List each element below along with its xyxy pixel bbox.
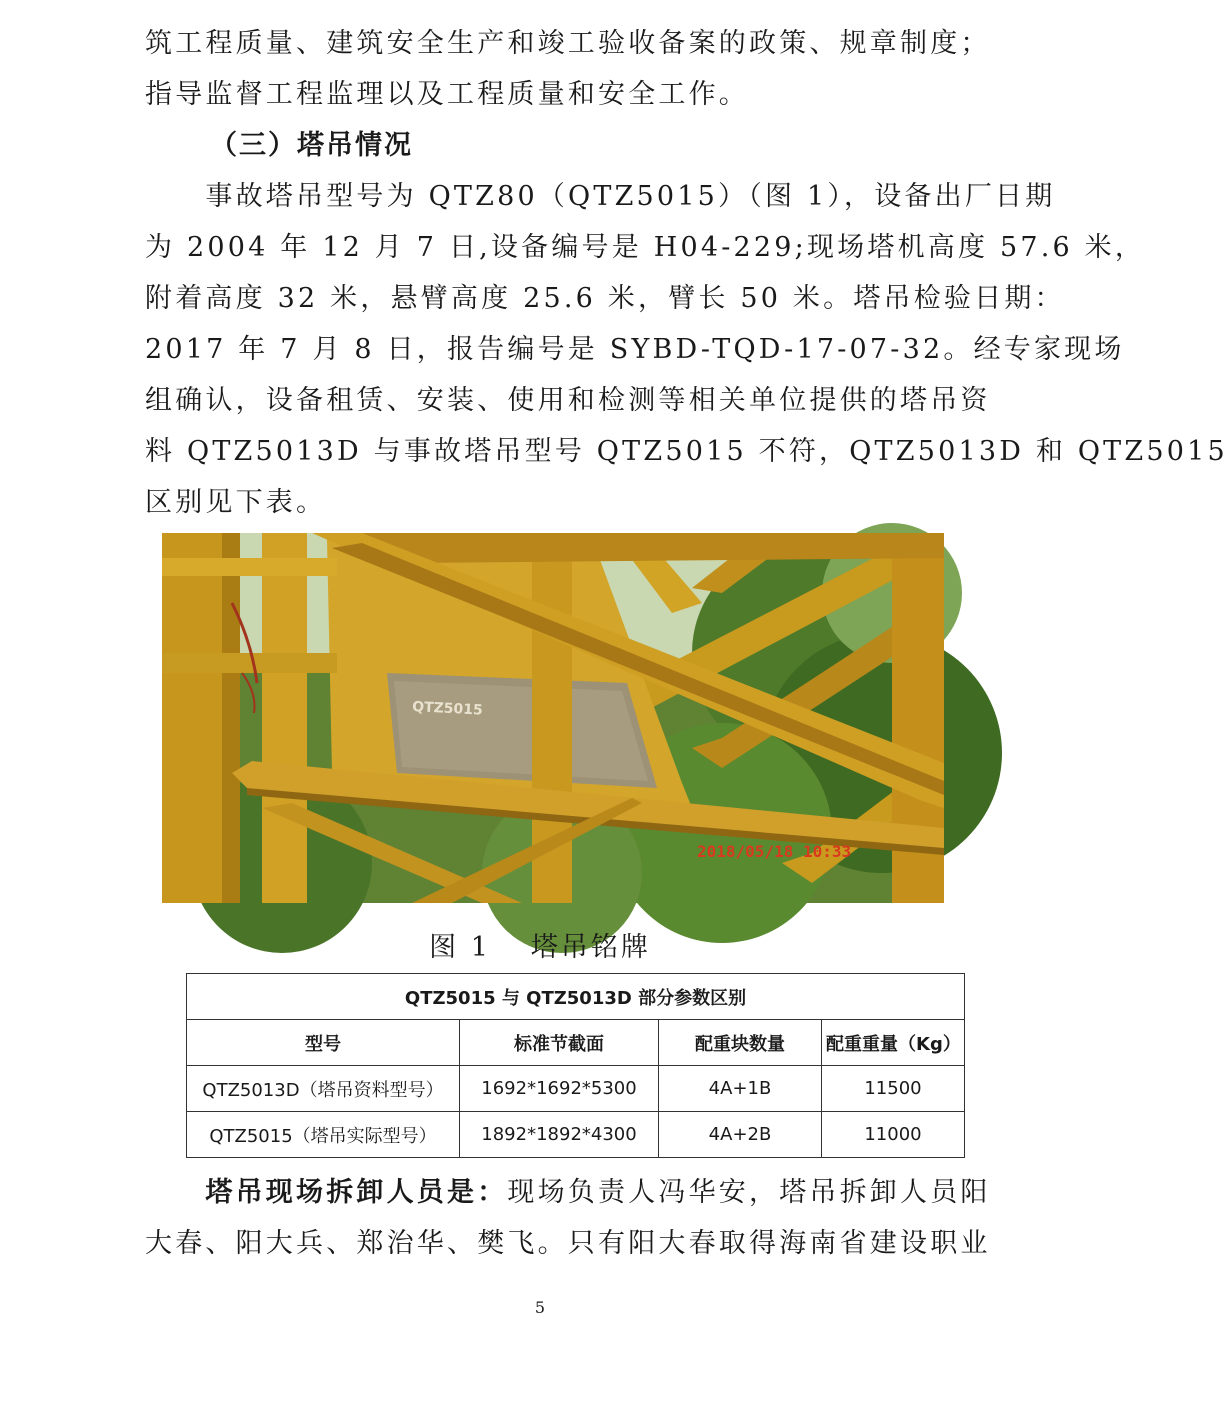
table-cell: 11500 — [822, 1066, 965, 1112]
paragraph-regulations — [145, 18, 991, 120]
figure-caption — [0, 925, 1080, 964]
table-cell: 4A+2B — [659, 1112, 822, 1158]
table-cell: QTZ5013D（塔吊资料型号） — [187, 1066, 460, 1112]
text-line: 事故塔吊型号为 QTZ80（QTZ5015）（图 1），设备出厂日期 — [145, 181, 1056, 212]
text-line — [145, 1167, 991, 1218]
figure-title: 塔吊铭牌 — [530, 932, 651, 963]
paragraph-tower-crane — [145, 171, 1228, 528]
text-line: 区别见下表。 — [145, 487, 327, 518]
section-heading: （三）塔吊情况 — [210, 130, 413, 161]
text-line: 料 QTZ5013D 与事故塔吊型号 QTZ5015 不符，QTZ5013D 和 QTZ5015 — [145, 436, 1228, 467]
table-title-row — [187, 974, 965, 1020]
table-cell: 4A+1B — [659, 1066, 822, 1112]
text-line: 筑工程质量、建筑安全生产和竣工验收备案的政策、规章制度； — [145, 28, 991, 59]
text-line: 指导监督工程监理以及工程质量和安全工作。 — [145, 79, 749, 110]
column-header-counterweight-count: 配重块数量 — [659, 1020, 822, 1066]
staff-rest: 现场负责人冯华安，塔吊拆卸人员阳 — [507, 1177, 991, 1208]
column-header-section: 标准节截面 — [460, 1020, 659, 1066]
paragraph-dismantling-staff — [145, 1167, 991, 1269]
text-line: 组确认，设备租赁、安装、使用和检测等相关单位提供的塔吊资 — [145, 385, 991, 416]
text-line: 大春、阳大兵、郑治华、樊飞。只有阳大春取得海南省建设职业 — [145, 1228, 991, 1259]
crane-nameplate-photo — [162, 533, 944, 903]
table-header-row — [187, 1020, 965, 1066]
figure-number: 图 1 — [429, 932, 491, 963]
table-row — [187, 1066, 965, 1112]
text-line: 2017 年 7 月 8 日，报告编号是 SYBD-TQD-17-07-32。经专家现场 — [145, 334, 1125, 365]
page-number: 5 — [534, 1298, 546, 1317]
parameter-comparison-table — [186, 973, 965, 1158]
table-cell: 1892*1892*4300 — [460, 1112, 659, 1158]
nameplate-text: QTZ5015 — [411, 699, 484, 719]
table-row — [187, 1112, 965, 1158]
text-line: 附着高度 32 米，悬臂高度 25.6 米，臂长 50 米。塔吊检验日期： — [145, 283, 1065, 314]
staff-lead: 塔吊现场拆卸人员是： — [205, 1177, 508, 1208]
table-cell: 1692*1692*5300 — [460, 1066, 659, 1112]
table-cell: 11000 — [822, 1112, 965, 1158]
table-title: QTZ5015 与 QTZ5013D 部分参数区别 — [187, 974, 965, 1020]
column-header-model: 型号 — [187, 1020, 460, 1066]
column-header-counterweight-weight: 配重重量（Kg） — [822, 1020, 965, 1066]
table-cell: QTZ5015（塔吊实际型号） — [187, 1112, 460, 1158]
photo-timestamp: 2018/05/18 10:33 — [697, 842, 852, 861]
text-line: 为 2004 年 12 月 7 日,设备编号是 H04-229;现场塔机高度 57.6 米， — [145, 232, 1146, 263]
